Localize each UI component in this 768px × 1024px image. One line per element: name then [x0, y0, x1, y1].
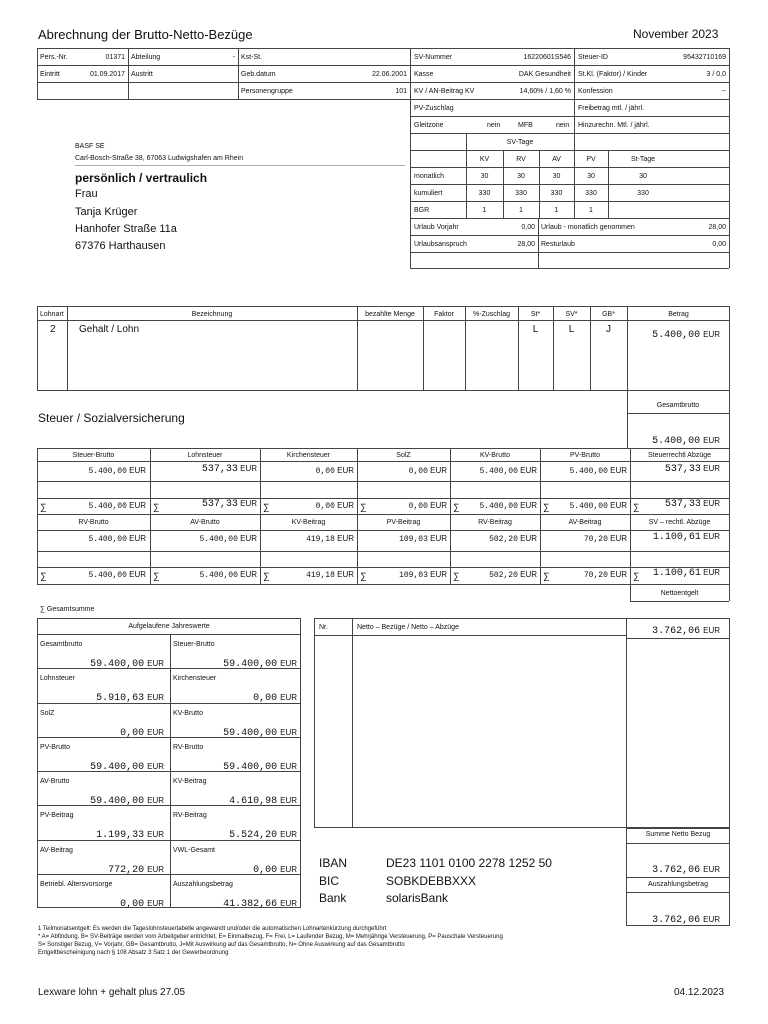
col-zuschlag: %-Zuschlag — [473, 311, 510, 318]
sum-cell — [555, 502, 627, 511]
steuer-brutto-value-cell — [40, 467, 146, 476]
sum-cell — [465, 571, 537, 580]
jahres-label: Kirchensteuer — [173, 675, 217, 683]
lohnart-betrag: 5.400,00 — [652, 330, 701, 341]
svtage-cell: 1 — [589, 207, 593, 214]
gesamtbrutto-value: 5.400,00 — [652, 436, 701, 447]
lohnsteuer-sum: 537,33 — [201, 499, 238, 510]
iban-label: IBAN — [319, 856, 348, 870]
svtage-cell: 30 — [480, 173, 489, 180]
steuerrechtl-value-cell — [633, 465, 720, 475]
nettoentgelt-label: Nettoentgelt — [660, 590, 699, 597]
abteilung: - — [232, 54, 235, 61]
pv-beitrag-value-cell — [360, 535, 447, 544]
sum-cell — [372, 502, 447, 511]
print-date: 04.12.2023 — [674, 987, 725, 998]
summe-netto-value: 3.762,06 — [652, 865, 701, 876]
pv-brutto-value-cell — [543, 467, 627, 476]
currency: EUR — [430, 570, 447, 579]
svtage-cell: 330 — [515, 190, 527, 197]
pers-nr: 01371 — [105, 54, 125, 61]
pv-beitrag-value: 109,03 — [399, 535, 428, 544]
currency: EUR — [337, 466, 354, 475]
sum-icon: ∑ — [453, 502, 460, 512]
currency: EUR — [129, 570, 146, 579]
lohnsteuer-label: Lohnsteuer — [187, 452, 223, 459]
sum-icon: ∑ — [360, 502, 367, 512]
currency: EUR — [280, 796, 297, 805]
currency: EUR — [610, 570, 627, 579]
kv-beitrag-value-cell — [263, 535, 354, 544]
jahres-value: 59.400,00 — [90, 761, 145, 773]
currency: EUR — [703, 436, 720, 445]
austritt-label: Austritt — [131, 71, 153, 78]
solz-sum: 0,00 — [408, 502, 428, 511]
gebdatum: 22.06.2001 — [371, 71, 407, 78]
svtage-cell: 1 — [554, 207, 559, 214]
jahres-label: Steuer-Brutto — [173, 641, 215, 648]
sum-cell — [165, 571, 257, 580]
jahres-value: 0,00 — [253, 864, 278, 876]
currency: EUR — [147, 659, 164, 668]
bic-label: BIC — [319, 874, 340, 888]
av-beitrag-value: 70,20 — [583, 535, 608, 544]
steuer-id: 95432710169 — [683, 54, 726, 61]
sum-cell — [275, 502, 354, 511]
steuer-brutto-value: 5.400,00 — [88, 467, 127, 476]
kasse: DAK Gesundheit — [518, 71, 571, 78]
footnote: Entgeltbescheinigung nach § 108 Absatz 3 Satz 1 der Gewerbeordnung — [38, 950, 229, 956]
svtage-col-st: St-Tage — [630, 156, 656, 163]
currency: EUR — [240, 464, 257, 473]
urlaub-genommen: 28,00 — [708, 224, 726, 231]
netto-title: Netto – Bezüge / Netto – Abzüge — [357, 624, 459, 631]
col-st: St* — [530, 311, 541, 318]
currency: EUR — [147, 864, 164, 874]
rv-beitrag-sum: 502,20 — [489, 571, 518, 580]
sum-cell — [555, 571, 627, 580]
recipient-city: 67376 Harthausen — [75, 240, 166, 252]
pv-beitrag-sum: 109,03 — [399, 571, 428, 580]
stkl-label: St.Kl. (Faktor) / Kinder — [578, 71, 648, 78]
sum-icon: ∑ — [153, 502, 160, 512]
rv-brutto-sum: 5.400,00 — [88, 571, 127, 580]
jahres-value: 4.610,98 — [229, 796, 278, 807]
salutation: Frau — [75, 188, 98, 200]
col-gb: GB* — [602, 311, 615, 318]
pv-brutto-sum: 5.400,00 — [569, 502, 608, 511]
gleitzone-label: Gleitzone — [414, 122, 444, 129]
nettoentgelt-cell — [630, 621, 720, 637]
resturlaub-label: Resturlaub — [541, 241, 575, 248]
steuerrechtl-label: Steuerrechtl Abzüge — [647, 452, 712, 459]
currency: EUR — [147, 761, 164, 771]
av-beitrag-value-cell — [543, 535, 627, 544]
footnote: * A= Abfindung, B= SV-Beiträge werden vom Arbeitgeber entrichtet, E= Einmalbezug, F= Frei, L= Laufender Bezug, M= Mehrjährige Versteuerung, P= Pauschale Versteuerung — [38, 934, 503, 940]
currency: EUR — [280, 761, 297, 771]
gleitzone: nein — [487, 122, 501, 129]
lohnart-gb: J — [606, 324, 611, 335]
gesamtbrutto-label: Gesamtbrutto — [656, 402, 700, 409]
steuer-section-title: Steuer / Sozialversicherung — [38, 411, 185, 425]
jahres-label: AV-Beitrag — [40, 846, 73, 854]
sv-rechtl-value: 1.100,61 — [652, 532, 701, 543]
hinzurechn-label: Hinzurechn. Mtl. / jährl. — [578, 122, 650, 129]
sv-rechtl-label: SV – rechtl. Abzüge — [648, 519, 711, 526]
sv-rechtl-value-cell — [633, 533, 720, 543]
currency: EUR — [430, 534, 447, 543]
iban-value: DE23 1101 0100 2278 1252 50 — [386, 856, 552, 870]
pers-nr-label: Pers.-Nr. — [40, 54, 68, 61]
jahres-value: 59.400,00 — [223, 659, 278, 670]
solz-value: 0,00 — [408, 467, 428, 476]
currency: EUR — [610, 534, 627, 543]
sum-icon: ∑ — [453, 571, 460, 581]
svtage-cell: 30 — [639, 173, 647, 180]
kv-brutto-value: 5.400,00 — [479, 467, 518, 476]
svtage-cell: 330 — [637, 190, 649, 197]
jahres-value: 5.524,20 — [229, 830, 278, 842]
currency: EUR — [280, 898, 297, 908]
currency: EUR — [280, 693, 297, 703]
currency: EUR — [280, 727, 297, 737]
currency: EUR — [703, 499, 720, 508]
sum-icon: ∑ — [633, 502, 640, 512]
currency: EUR — [703, 532, 720, 541]
col-sv: SV* — [565, 311, 578, 318]
confidential-note: persönlich / vertraulich — [75, 171, 208, 185]
urlaub-vorjahr: 0,00 — [521, 224, 535, 231]
jahres-value: 0,00 — [120, 727, 145, 739]
currency: EUR — [520, 466, 537, 475]
jahres-value: 59.400,00 — [223, 727, 278, 739]
pv-brutto-label: PV-Brutto — [570, 452, 600, 459]
kv-brutto-label: KV-Brutto — [480, 452, 510, 459]
auszahlung-value: 3.762,06 — [652, 915, 701, 926]
jahres-value: 41.382,66 — [223, 898, 278, 910]
currency: EUR — [147, 796, 164, 805]
currency: EUR — [337, 534, 354, 543]
jahres-label: SolZ — [40, 709, 55, 717]
av-brutto-value: 5.400,00 — [199, 535, 238, 544]
kv-beitrag-sum: 419,18 — [306, 571, 335, 580]
svtage-col-kv: KV — [479, 156, 490, 163]
kv-brutto-value-cell — [453, 467, 537, 476]
jahres-label: Auszahlungsbetrag — [173, 880, 233, 888]
currency: EUR — [240, 570, 257, 579]
steuer-brutto-sum: 5.400,00 — [88, 502, 127, 511]
jahres-label: Gesamtbrutto — [40, 641, 83, 648]
sum-cell — [275, 571, 354, 580]
company-address: Carl-Bosch-Straße 38, 67063 Ludwigshafen am Rhein — [75, 155, 244, 162]
urlaub-vorjahr-label: Urlaub Vorjahr — [414, 224, 459, 231]
footnote: S= Sonstiger Bezug, V= Vorjahr, GB= Gesamtbrutto, J=Mit Auswirkung auf das Gesamtbrutto, N= Ohne Auswirkung auf das Gesamtbrutto — [38, 942, 405, 948]
auszahlung-label: Auszahlungsbetrag — [648, 881, 708, 888]
bic-value: SOBKDEBBXXX — [386, 874, 477, 888]
kv-beitrag-label: KV-Beitrag — [291, 519, 326, 526]
sum-cell — [645, 500, 720, 510]
jahres-label: Lohnsteuer — [40, 675, 76, 683]
kv: 14,60% / 1,60 % — [519, 88, 571, 95]
currency: EUR — [520, 570, 537, 579]
footnote: 1 Teilmonatsentgelt: Es werden die Tageslohnsteuertabelle angewandt und/oder die automatischen Lohnartenkürzung durchgeführt — [38, 926, 387, 932]
svtage-cell: 1 — [482, 207, 487, 214]
jahres-label: RV-Beitrag — [173, 812, 207, 820]
jahres-value: 59.400,00 — [90, 796, 145, 807]
steuer-brutto-label: Steuer-Brutto — [72, 452, 115, 459]
jahres-label: Betriebl. Altersvorsorge — [40, 880, 113, 888]
sv-nummer: 16220601S546 — [523, 54, 571, 61]
av-brutto-value-cell — [153, 535, 257, 544]
sum-cell — [372, 571, 447, 580]
lohnart-bez: Gehalt / Lohn — [79, 324, 140, 335]
jahres-value: 59.400,00 — [223, 761, 278, 773]
currency: EUR — [610, 466, 627, 475]
rv-brutto-value-cell — [40, 535, 146, 544]
svtage-row-label: kumuliert — [414, 190, 443, 197]
pv-beitrag-label: PV-Beitrag — [386, 519, 421, 526]
lohnart-betrag-cell — [630, 325, 720, 341]
currency: EUR — [703, 568, 720, 577]
recipient-street: Hanhofer Straße 11a — [75, 223, 177, 235]
svtage-row-label: BGR — [414, 207, 430, 214]
personengruppe: 101 — [395, 88, 407, 95]
currency: EUR — [147, 898, 164, 908]
kirchensteuer-value: 0,00 — [315, 467, 335, 476]
jahres-label: KV-Brutto — [173, 709, 203, 717]
svtage-col-av: AV — [552, 156, 561, 163]
jahres-label: KV-Beitrag — [173, 778, 207, 785]
rv-brutto-value: 5.400,00 — [88, 535, 127, 544]
sv-nummer-label: SV-Nummer — [414, 54, 453, 61]
currency: EUR — [703, 915, 720, 924]
currency: EUR — [703, 464, 720, 473]
jahres-value-cell — [40, 894, 164, 910]
currency: EUR — [240, 499, 257, 508]
recipient-name: Tanja Krüger — [75, 206, 138, 218]
sum-cell — [52, 571, 146, 580]
summe-netto-cell — [630, 860, 720, 876]
jahres-label: RV-Brutto — [173, 743, 204, 751]
abteilung-label: Abteilung — [131, 54, 161, 61]
col-bezeichnung: Bezeichnung — [191, 311, 233, 318]
lohnart-sv: L — [568, 324, 575, 335]
currency: EUR — [703, 865, 720, 874]
gesamtsumme-label: ∑ Gesamtsumme — [40, 606, 95, 613]
currency: EUR — [147, 727, 164, 737]
currency: EUR — [280, 659, 297, 668]
sum-cell — [465, 502, 537, 511]
jahres-value: 0,00 — [120, 898, 145, 910]
auszahlung-cell — [630, 910, 720, 926]
currency: EUR — [129, 501, 146, 510]
mfb-label: MFB — [518, 122, 533, 129]
netto-table — [314, 618, 730, 828]
mfb: nein — [556, 122, 570, 129]
sum-cell — [645, 569, 720, 579]
currency: EUR — [430, 466, 447, 475]
lohnsteuer-value: 537,33 — [201, 464, 238, 475]
av-brutto-label: AV-Brutto — [190, 519, 220, 526]
sum-icon: ∑ — [263, 571, 270, 581]
stkl: 3 / 0,0 — [706, 71, 726, 78]
pv-zuschlag-label: PV-Zuschlag — [414, 105, 454, 112]
svtage-cell: 330 — [585, 190, 597, 197]
currency: EUR — [129, 534, 146, 543]
jahres-value: 5.910,63 — [96, 693, 145, 705]
solz-label: SolZ — [396, 452, 411, 459]
sum-icon: ∑ — [263, 502, 270, 512]
currency: EUR — [520, 534, 537, 543]
currency: EUR — [147, 830, 164, 840]
kasse-label: Kasse — [414, 71, 434, 78]
jahres-label: PV-Beitrag — [40, 812, 74, 820]
kv-beitrag-value: 419,18 — [306, 535, 335, 544]
currency: EUR — [129, 466, 146, 475]
rv-beitrag-label: RV-Beitrag — [478, 519, 512, 526]
pv-brutto-value: 5.400,00 — [569, 467, 608, 476]
svtage-cell: 330 — [550, 190, 563, 197]
currency: EUR — [430, 501, 447, 510]
jahres-value: 59.400,00 — [90, 659, 145, 670]
personengruppe-label: Personengruppe — [241, 88, 293, 95]
sum-icon: ∑ — [360, 571, 367, 581]
solz-value-cell — [360, 467, 447, 476]
sum-icon: ∑ — [40, 502, 47, 512]
kst-label: Kst-St. — [241, 54, 263, 61]
col-lohnart: Lohnart — [40, 311, 64, 318]
company-name: BASF SE — [75, 143, 105, 150]
svtage-cell: 30 — [587, 173, 595, 180]
svtage-title: SV-Tage — [506, 139, 534, 146]
rv-brutto-label: RV-Brutto — [78, 519, 109, 526]
jahres-value-cell — [173, 894, 297, 910]
jahres-label: PV-Brutto — [40, 743, 70, 751]
col-betrag: Betrag — [668, 311, 689, 318]
currency: EUR — [520, 501, 537, 510]
sum-cell — [52, 502, 146, 511]
currency: EUR — [280, 830, 297, 840]
currency: EUR — [703, 330, 720, 339]
av-beitrag-label: AV-Beitrag — [568, 519, 602, 526]
konfession-label: Konfession — [578, 88, 613, 95]
currency: EUR — [610, 501, 627, 510]
urlaub-genommen-label: Urlaub - monatlich genommen — [541, 224, 635, 231]
sum-icon: ∑ — [633, 571, 640, 581]
av-beitrag-sum: 70,20 — [583, 571, 608, 580]
col-menge: bezahlte Menge — [365, 311, 415, 318]
currency: EUR — [337, 501, 354, 510]
gebdatum-label: Geb.datum — [241, 71, 276, 78]
sum-icon: ∑ — [40, 571, 47, 581]
bank-label: Bank — [319, 891, 347, 905]
jahres-value: 1.199,33 — [96, 830, 145, 842]
currency: EUR — [280, 864, 297, 874]
col-faktor: Faktor — [434, 311, 454, 318]
jahreswerte-title: Aufgelaufene Jahreswerte — [128, 623, 210, 630]
svtage-row-label: monatlich — [414, 173, 444, 180]
kv-brutto-sum: 5.400,00 — [479, 502, 518, 511]
urlaubsanspruch: 28,00 — [517, 241, 535, 248]
jahres-label: VWL-Gesamt — [173, 846, 216, 854]
konfession: -- — [721, 88, 726, 95]
svtage-col-rv: RV — [516, 156, 526, 163]
kirchensteuer-value-cell — [263, 467, 354, 476]
summe-netto-label: Summe Netto Bezug — [645, 831, 711, 838]
currency: EUR — [240, 534, 257, 543]
eintritt-label: Eintritt — [40, 71, 60, 78]
currency: EUR — [703, 626, 720, 635]
svtage-cell: 330 — [478, 190, 491, 197]
sv-rechtl-sum: 1.100,61 — [652, 568, 701, 579]
freibetrag-label: Freibetrag mtl. / jährl. — [578, 105, 645, 112]
bank-value: solarisBank — [386, 891, 449, 905]
rv-beitrag-value: 502,20 — [489, 535, 518, 544]
lohnart-st: L — [532, 324, 539, 335]
currency: EUR — [337, 570, 354, 579]
steuer-id-label: Steuer-ID — [578, 54, 608, 61]
steuerrechtl-sum: 537,33 — [664, 499, 701, 510]
sum-icon: ∑ — [543, 502, 550, 512]
jahres-value: 0,00 — [253, 693, 278, 705]
svtage-cell: 30 — [517, 173, 525, 180]
lohnart-nr: 2 — [50, 324, 56, 335]
lohnsteuer-value-cell — [153, 465, 257, 475]
eintritt: 01.09.2017 — [89, 71, 125, 78]
nettoentgelt-value: 3.762,06 — [652, 626, 701, 637]
resturlaub: 0,00 — [712, 241, 726, 248]
document-title: Abrechnung der Brutto-Netto-Bezüge — [38, 27, 253, 42]
steuerrechtl-value: 537,33 — [664, 464, 701, 475]
kirchensteuer-label: Kirchensteuer — [286, 452, 331, 459]
software-name: Lexware lohn + gehalt plus 27.05 — [38, 987, 186, 998]
jahres-label: AV-Brutto — [40, 778, 70, 785]
urlaubsanspruch-label: Urlaubsanspruch — [414, 241, 467, 248]
sum-icon: ∑ — [153, 571, 160, 581]
svtage-cell: 30 — [552, 173, 561, 180]
svtage-col-pv: PV — [586, 156, 596, 163]
jahres-value: 772,20 — [108, 864, 145, 876]
sum-icon: ∑ — [543, 571, 550, 581]
sum-cell — [165, 500, 257, 510]
rv-beitrag-value-cell — [453, 535, 537, 544]
currency: EUR — [147, 693, 164, 703]
netto-nr-label: Nr. — [319, 624, 328, 631]
av-brutto-sum: 5.400,00 — [199, 571, 238, 580]
kirchensteuer-sum: 0,00 — [315, 502, 335, 511]
svtage-cell: 1 — [519, 207, 523, 214]
period-month: November 2023 — [633, 27, 719, 41]
gesamtbrutto-cell — [630, 431, 720, 447]
kv-label: KV / AN-Beitrag KV — [414, 88, 475, 95]
